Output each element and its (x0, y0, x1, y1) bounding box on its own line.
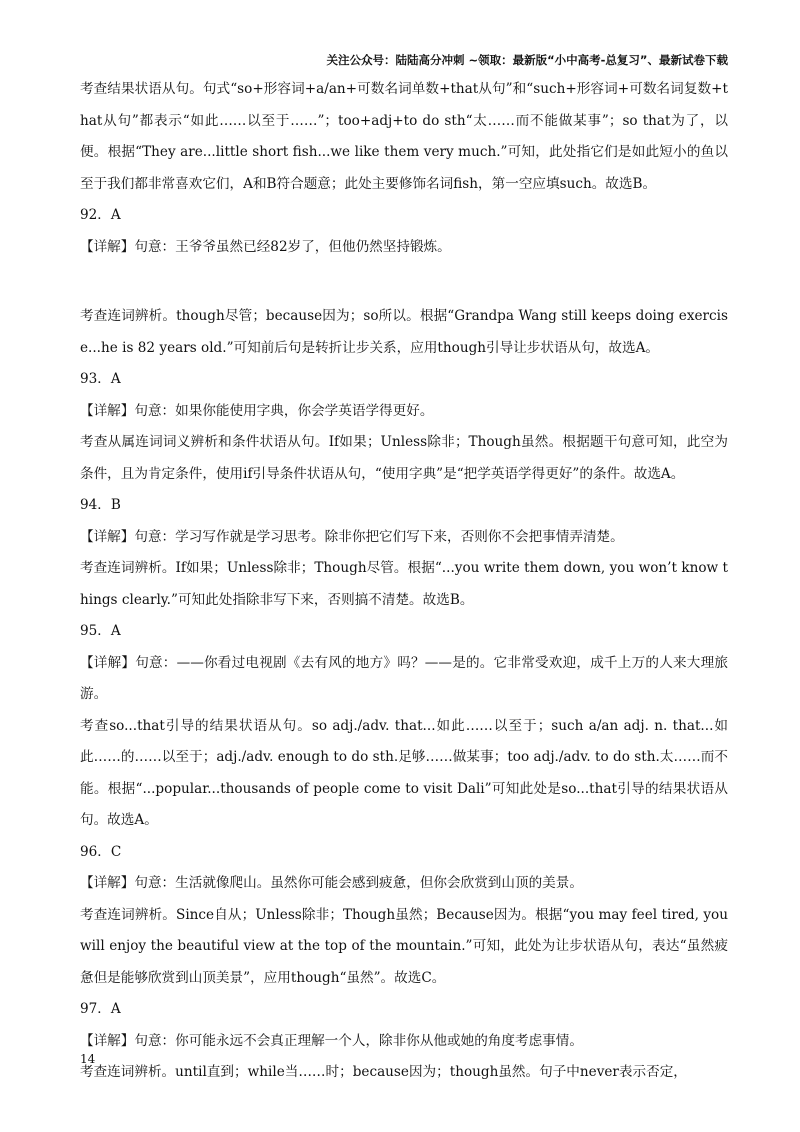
question-number: 93．A (80, 371, 121, 387)
explanation-paragraph: 考查连词辨析。until直到；while当……时；because因为；though虽然。句子中never表示否定， (80, 1064, 687, 1080)
question-number: 95．A (80, 623, 121, 639)
sentence-meaning: 【详解】句意：你可能永远不会真正理解一个人，除非你从他或她的角度考虑事情。 (80, 1032, 583, 1049)
sentence-meaning: 【详解】句意：——你看过电视剧《去有风的地方》吗？——是的。它非常受欢迎，成千上万的人来大理旅游。 (80, 654, 728, 702)
explanation-paragraph: 考查连词辨析。though尽管；because因为；so所以。根据“Grandpa Wang still keeps doing exercise...he is 82 years old.”可知前后句是转折让步关系，应用though引导让步状语从句，故选A。 (80, 308, 728, 356)
answer-explanations (80, 74, 728, 1089)
blank-line (80, 263, 728, 301)
page-header: 关注公众号：陆陆高分冲刺 ~领取：最新版“小中高考-总复习”、最新试卷下载 (326, 53, 728, 67)
explanation-paragraph: 考查结果状语从句。句式“so+形容词+a/an+可数名词单数+that从句”和“such+形容词+可数名词复数+that从句”都表示“如此……以至于……”；too+adj+to do sth“太……而不能做某事”；so that为了，以便。根据“They are...little short fish...we like them very much.”可知，此处指它们是如此短小的鱼以至于我们都非常喜欢它们，A和B符合题意；此处主要修饰名词fish，第一空应填such。故选B。 (80, 81, 728, 192)
question-number: 96．C (80, 843, 122, 860)
explanation-paragraph: 考查连词辨析。If如果；Unless除非；Though尽管。根据“...you write them down, you won’t know things clearly.”可知此处指除非写下来，否则搞不清楚。故选B。 (80, 560, 728, 608)
sentence-meaning: 【详解】句意：王爷爷虽然已经82岁了，但他仍然坚持锻炼。 (80, 238, 451, 255)
explanation-paragraph: 考查从属连词词义辨析和条件状语从句。If如果；Unless除非；Though虽然。根据题干句意可知，此空为条件，且为肯定条件，使用if引导条件状语从句，“使用字典”是“把学英语学得更好”的条件。故选A。 (80, 434, 728, 482)
question-number: 94．B (80, 497, 121, 513)
explanation-paragraph: 考查连词辨析。Since自从；Unless除非；Though虽然；Because因为。根据“you may feel tired, you will enjoy the beautiful view at the top of the mountain.”可知，此处为让步状语从句，表达“虽然疲惫但是能够欣赏到山顶美景”，应用though“虽然”。故选C。 (80, 906, 728, 986)
page-number: 14 (80, 1052, 96, 1066)
explanation-paragraph: 考查so...that引导的结果状语从句。so adj./adv. that...如此……以至于；such a/an adj. n. that...如此……的……以至于；adj./adv. enough to do sth.足够……做某事；too adj./adv. to do sth.太……而不能。根据“...popular...thousands of people come to visit Dali”可知此处是so...that引导的结果状语从句。故选A。 (80, 717, 728, 828)
question-number: 97．A (80, 1001, 121, 1017)
sentence-meaning: 【详解】句意：如果你能使用字典，你会学英语学得更好。 (80, 402, 434, 419)
question-number: 92．A (80, 207, 121, 223)
sentence-meaning: 【详解】句意：生活就像爬山。虽然你可能会感到疲惫，但你会欣赏到山顶的美景。 (80, 875, 583, 891)
sentence-meaning: 【详解】句意：学习写作就是学习思考。除非你把它们写下来，否则你不会把事情弄清楚。 (80, 528, 624, 545)
